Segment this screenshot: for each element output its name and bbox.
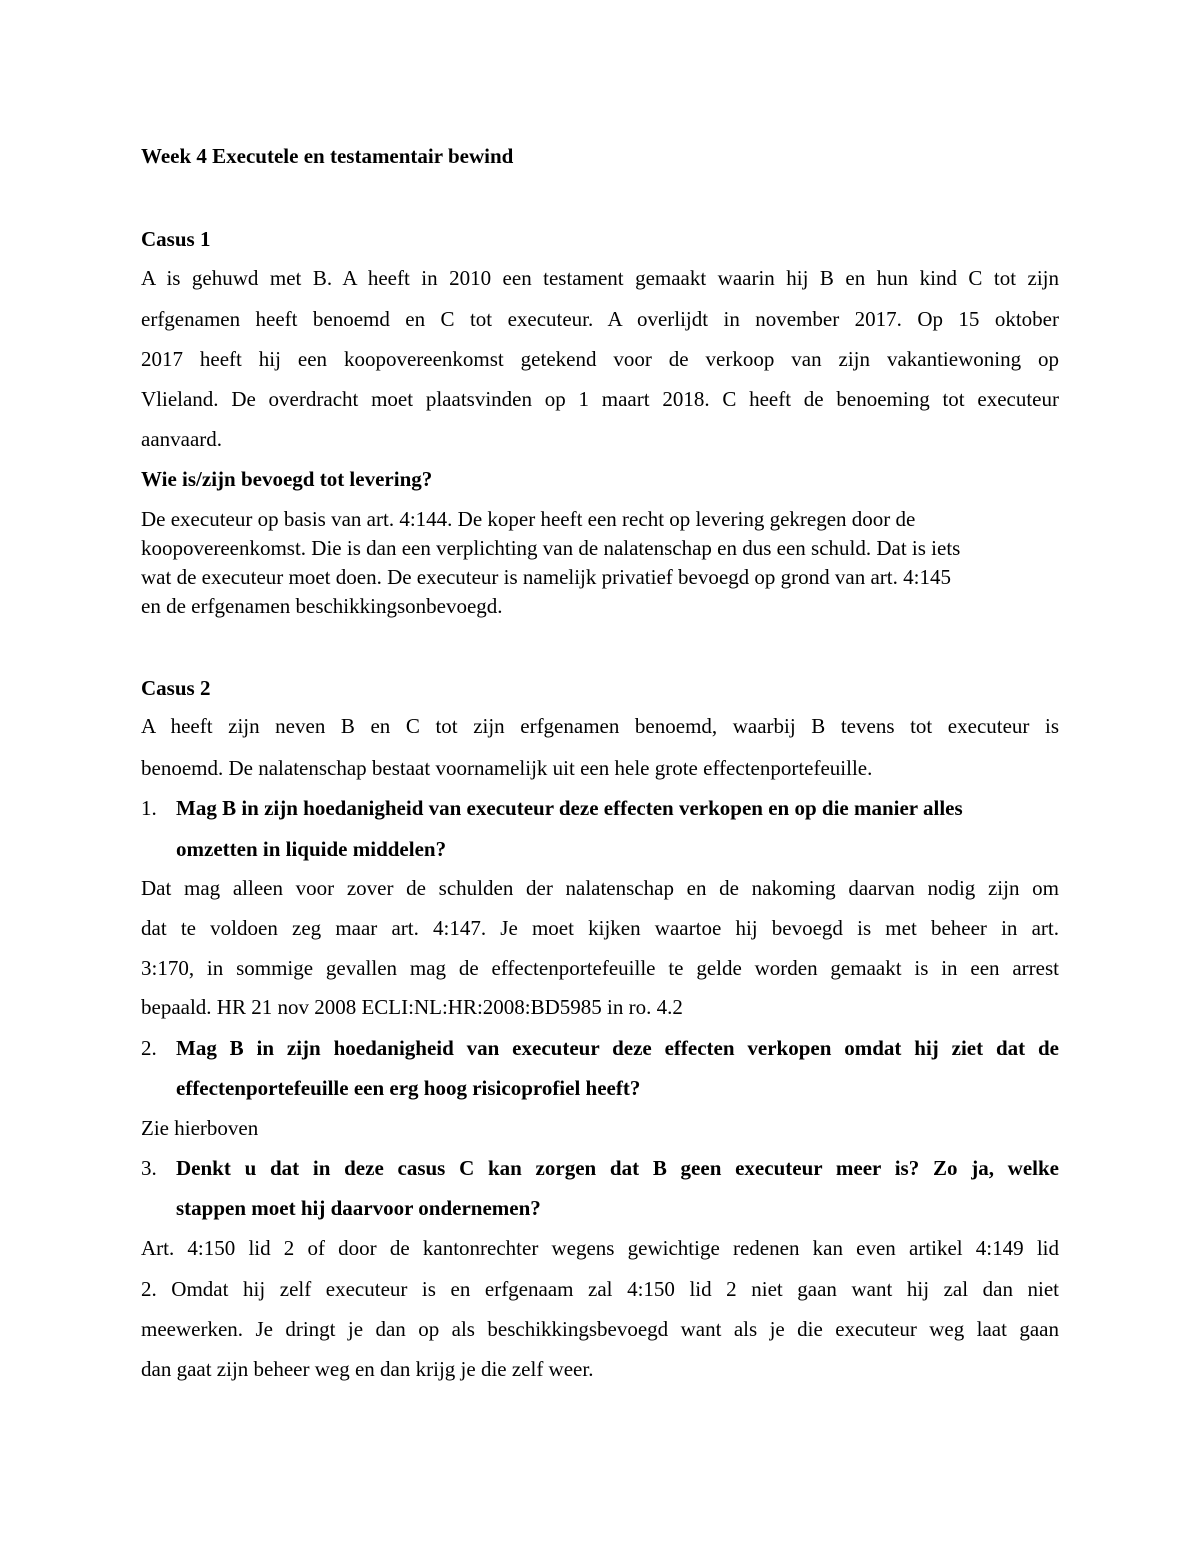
answer-line: Dat mag alleen voor zover de schulden der nalatenschap en de nakoming daarvan nodig zijn om (141, 876, 1059, 900)
casus1-heading: Casus 1 (141, 227, 211, 251)
question-line: Denkt u dat in deze casus C kan zorgen dat B geen executeur meer is? Zo ja, welke (176, 1156, 1059, 1180)
casus1-answer-line: en de erfgenamen beschikkingsonbevoegd. (141, 594, 503, 618)
answer-line: bepaald. HR 21 nov 2008 ECLI:NL:HR:2008:BD5985 in ro. 4.2 (141, 995, 683, 1019)
casus2-line: A heeft zijn neven B en C tot zijn erfgenamen benoemd, waarbij B tevens tot executeur is (141, 714, 1059, 738)
casus1-line: A is gehuwd met B. A heeft in 2010 een testament gemaakt waarin hij B en hun kind C tot zijn (141, 266, 1059, 290)
casus1-line: aanvaard. (141, 427, 223, 451)
question-line: stappen moet hij daarvoor ondernemen? (176, 1196, 541, 1220)
answer-line: dat te voldoen zeg maar art. 4:147. Je moet kijken waartoe hij bevoegd is met beheer in art. (141, 916, 1059, 940)
casus2-line: benoemd. De nalatenschap bestaat voornamelijk uit een hele grote effectenportefeuille. (141, 756, 873, 780)
answer-line: 3:170, in sommige gevallen mag de effectenportefeuille te gelde worden gemaakt is in een arrest (141, 956, 1059, 980)
question-number: 1. (141, 796, 157, 820)
answer-line: Art. 4:150 lid 2 of door de kantonrechter wegens gewichtige redenen kan even artikel 4:149 lid (141, 1236, 1059, 1260)
casus1-answer-line: wat de executeur moet doen. De executeur is namelijk privatief bevoegd op grond van art. 4:145 (141, 565, 951, 589)
answer-line: meewerken. Je dringt je dan op als beschikkingsbevoegd want als je die executeur weg laat gaan (141, 1317, 1059, 1341)
casus1-question: Wie is/zijn bevoegd tot levering? (141, 467, 433, 491)
casus2-heading: Casus 2 (141, 676, 211, 700)
question-line: Mag B in zijn hoedanigheid van executeur deze effecten verkopen omdat hij ziet dat de (176, 1036, 1059, 1060)
document-title: Week 4 Executele en testamentair bewind (141, 144, 514, 168)
casus1-line: Vlieland. De overdracht moet plaatsvinden op 1 maart 2018. C heeft de benoeming tot executeur (141, 387, 1059, 411)
question-number: 2. (141, 1036, 157, 1060)
casus1-line: 2017 heeft hij een koopovereenkomst getekend voor de verkoop van zijn vakantiewoning op (141, 347, 1059, 371)
question-number: 3. (141, 1156, 157, 1180)
answer-line: 2. Omdat hij zelf executeur is en erfgenaam zal 4:150 lid 2 niet gaan want hij zal dan niet (141, 1277, 1059, 1301)
question-line: Mag B in zijn hoedanigheid van executeur deze effecten verkopen en op die manier alles (176, 796, 963, 820)
answer-line: Zie hierboven (141, 1116, 259, 1140)
casus1-answer-line: koopovereenkomst. Die is dan een verplichting van de nalatenschap en dus een schuld. Dat is iets (141, 536, 961, 560)
casus1-line: erfgenamen heeft benoemd en C tot executeur. A overlijdt in november 2017. Op 15 oktober (141, 307, 1059, 331)
casus1-answer-line: De executeur op basis van art. 4:144. De koper heeft een recht op levering gekregen door de (141, 507, 916, 531)
question-line: omzetten in liquide middelen? (176, 837, 447, 861)
question-line: effectenportefeuille een erg hoog risicoprofiel heeft? (176, 1076, 641, 1100)
answer-line: dan gaat zijn beheer weg en dan krijg je die zelf weer. (141, 1357, 594, 1381)
